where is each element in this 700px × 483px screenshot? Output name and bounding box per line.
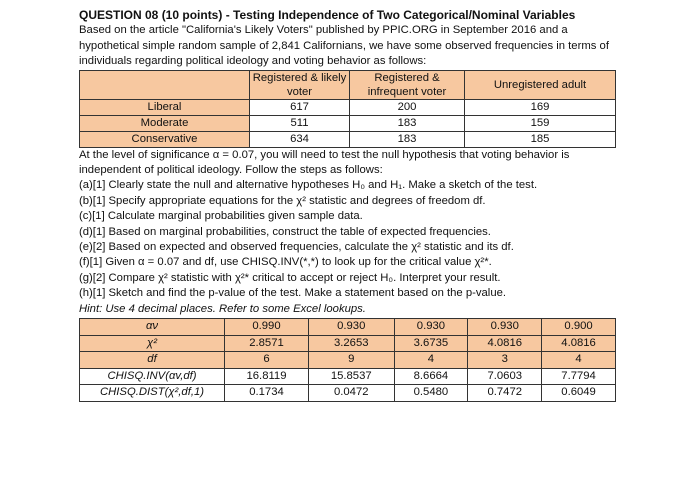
list-item: (a)[1] Clearly state the null and alternative hypotheses H₀ and H₁. Make a sketch of the test. <box>79 179 538 192</box>
table-row <box>80 131 616 147</box>
question-title: QUESTION 08 (10 points) - Testing Independence of Two Categorical/Nominal Variables <box>79 8 576 22</box>
hint-text: Hint: Use 4 decimal places. Refer to some Excel lookups. <box>79 302 366 315</box>
cell: 617 <box>250 99 350 115</box>
question-page <box>79 8 624 402</box>
cell: 0.6049 <box>542 385 616 402</box>
cell: 3.6735 <box>394 335 468 352</box>
row-label: CHISQ.DIST(χ²,df,1) <box>80 385 225 402</box>
list-item: (d)[1] Based on marginal probabilities, construct the table of expected frequencies. <box>79 225 491 238</box>
header-unregistered-adult: Unregistered adult <box>465 70 616 99</box>
cell: 4 <box>394 352 468 369</box>
cell: 634 <box>250 131 350 147</box>
instructions-lead: At the level of significance α = 0.07, you will need to test the null hypothesis that voting behavior is independent of political ideology. Follow the steps as follows: <box>79 148 570 177</box>
cell: 183 <box>350 115 465 131</box>
cell: 7.0603 <box>468 368 542 385</box>
cell: 0.930 <box>468 319 542 336</box>
cell: 169 <box>465 99 616 115</box>
cell: 9 <box>308 352 394 369</box>
list-item: (f)[1] Given α = 0.07 and df, use CHISQ.INV(*,*) to look up for the critical value χ²*. <box>79 256 492 269</box>
cell: 0.0472 <box>308 385 394 402</box>
cell: 0.930 <box>308 319 394 336</box>
cell: 7.7794 <box>542 368 616 385</box>
table-row <box>80 319 616 336</box>
list-item: (e)[2] Based on expected and observed frequencies, calculate the χ² statistic and its df. <box>79 241 514 254</box>
cell: 2.8571 <box>225 335 309 352</box>
cell: 4 <box>542 352 616 369</box>
excel-lookup-table <box>79 318 616 402</box>
cell: 3 <box>468 352 542 369</box>
header-likely-voter: Registered & likely voter <box>250 70 350 99</box>
row-label: χ² <box>80 335 225 352</box>
cell: 0.930 <box>394 319 468 336</box>
table-row <box>80 99 616 115</box>
cell: 185 <box>465 131 616 147</box>
cell: 0.7472 <box>468 385 542 402</box>
table-row <box>80 385 616 402</box>
header-blank <box>80 70 250 99</box>
list-item: (c)[1] Calculate marginal probabilities given sample data. <box>79 210 363 223</box>
cell: 159 <box>465 115 616 131</box>
table-row <box>80 352 616 369</box>
row-label: Moderate <box>80 115 250 131</box>
list-item: (h)[1] Sketch and find the p-value of the test. Make a statement based on the p-value. <box>79 287 507 300</box>
cell: 183 <box>350 131 465 147</box>
table-row <box>80 368 616 385</box>
cell: 0.1734 <box>225 385 309 402</box>
table-header-row <box>80 70 616 99</box>
row-label: df <box>80 352 225 369</box>
cell: 16.8119 <box>225 368 309 385</box>
row-label: Conservative <box>80 131 250 147</box>
cell: 4.0816 <box>542 335 616 352</box>
list-item: (g)[2] Compare χ² statistic with χ²* critical to accept or reject H₀. Interpret your result. <box>79 271 501 284</box>
header-infrequent-voter: Registered & infrequent voter <box>350 70 465 99</box>
observed-frequency-table <box>79 70 616 148</box>
table-row <box>80 335 616 352</box>
cell: 0.5480 <box>394 385 468 402</box>
row-label: Liberal <box>80 99 250 115</box>
row-label: αν <box>80 319 225 336</box>
cell: 8.6664 <box>394 368 468 385</box>
cell: 200 <box>350 99 465 115</box>
cell: 0.900 <box>542 319 616 336</box>
cell: 3.2653 <box>308 335 394 352</box>
cell: 511 <box>250 115 350 131</box>
cell: 6 <box>225 352 309 369</box>
cell: 4.0816 <box>468 335 542 352</box>
table-row <box>80 115 616 131</box>
cell: 15.8537 <box>308 368 394 385</box>
row-label: CHISQ.INV(αv,df) <box>80 368 225 385</box>
list-item: (b)[1] Specify appropriate equations for the χ² statistic and degrees of freedom df. <box>79 194 486 207</box>
question-intro: Based on the article "California's Likely Voters" published by PPIC.ORG in September 2016 and a hypothetical simple random sample of 2,841 Californians, we have some observed frequencies in terms of individuals regarding political ideology and voting behavior as follows: <box>79 24 609 68</box>
steps-list <box>79 178 624 301</box>
cell: 0.990 <box>225 319 309 336</box>
